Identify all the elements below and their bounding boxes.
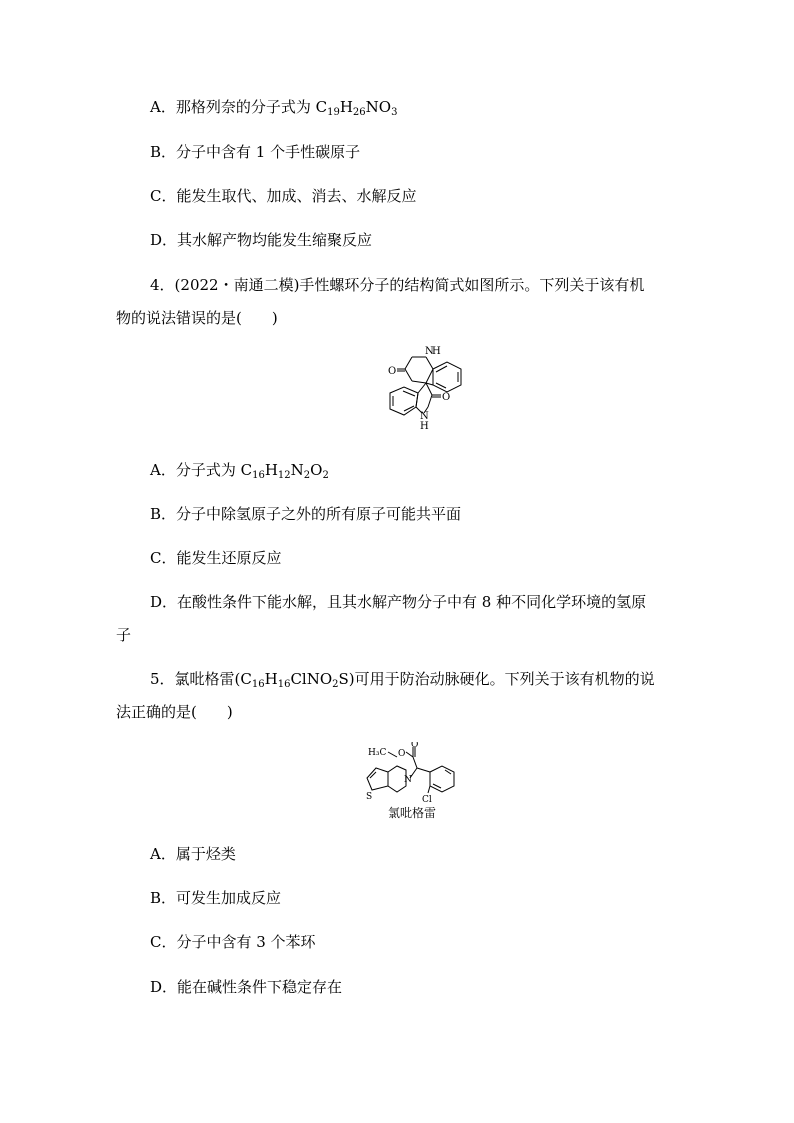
clopidogrel-molecule-diagram bbox=[350, 742, 470, 808]
label-h-top: H bbox=[432, 346, 441, 357]
q5-stem-line1: 5．氯吡格雷$(C_{16}H_{16}ClNO_2S)$可用于防治动脉硬化。下列关于该有机物的说 bbox=[150, 670, 655, 690]
q3-option-a: A．那格列奈的分子式为 $C_{19}H_{26}NO_3$ bbox=[150, 98, 398, 118]
q4-stem-line1: 4．(2022・南通二模)手性螺环分子的结构简式如图所示。下列关于该有机 bbox=[150, 276, 645, 294]
label-cl: Cl bbox=[422, 795, 432, 805]
q4-option-a: A．分子式为 $C_{16}H_{12}N_2O_2$ bbox=[150, 461, 329, 481]
q4-option-d-line1: D．在酸性条件下能水解，且其水解产物分子中有 8 种不同化学环境的氢原 bbox=[150, 593, 647, 611]
label-s: S bbox=[366, 792, 373, 802]
label-o-carbonyl: O bbox=[411, 742, 419, 750]
label-h-bottom: H bbox=[420, 421, 429, 432]
label-n: N bbox=[404, 775, 412, 785]
q5-option-b: B．可发生加成反应 bbox=[150, 889, 282, 907]
q5-structure-figure bbox=[350, 742, 470, 808]
q4-option-d-line2: 子 bbox=[116, 626, 132, 644]
q5-stem-line2: 法正确的是( ) bbox=[116, 703, 233, 721]
q3-option-b: B．分子中含有 1 个手性碳原子 bbox=[150, 143, 361, 161]
label-n-bottom: N bbox=[420, 411, 429, 422]
q5-option-c: C．分子中含有 3 个苯环 bbox=[150, 933, 316, 951]
label-n-top: N bbox=[425, 346, 434, 357]
spiro-molecule-diagram bbox=[370, 345, 480, 435]
q5-figure-caption: 氯吡格雷 bbox=[388, 806, 437, 820]
q4-option-b: B．分子中除氢原子之外的所有原子可能共平面 bbox=[150, 505, 462, 523]
q3-option-c: C．能发生取代、加成、消去、水解反应 bbox=[150, 187, 417, 205]
label-h3c: H₃C bbox=[368, 748, 387, 758]
q3-option-d: D．其水解产物均能发生缩聚反应 bbox=[150, 231, 373, 249]
q4-option-c: C．能发生还原反应 bbox=[150, 549, 282, 567]
label-o-bottom: O bbox=[442, 392, 451, 403]
q4-structure-figure bbox=[370, 345, 480, 435]
label-o-top: O bbox=[388, 366, 397, 377]
q4-stem-line2: 物的说法错误的是( ) bbox=[116, 309, 278, 327]
q5-option-d: D．能在碱性条件下稳定存在 bbox=[150, 978, 343, 996]
label-o-ester: O bbox=[398, 749, 406, 759]
q5-option-a: A．属于烃类 bbox=[150, 845, 236, 863]
